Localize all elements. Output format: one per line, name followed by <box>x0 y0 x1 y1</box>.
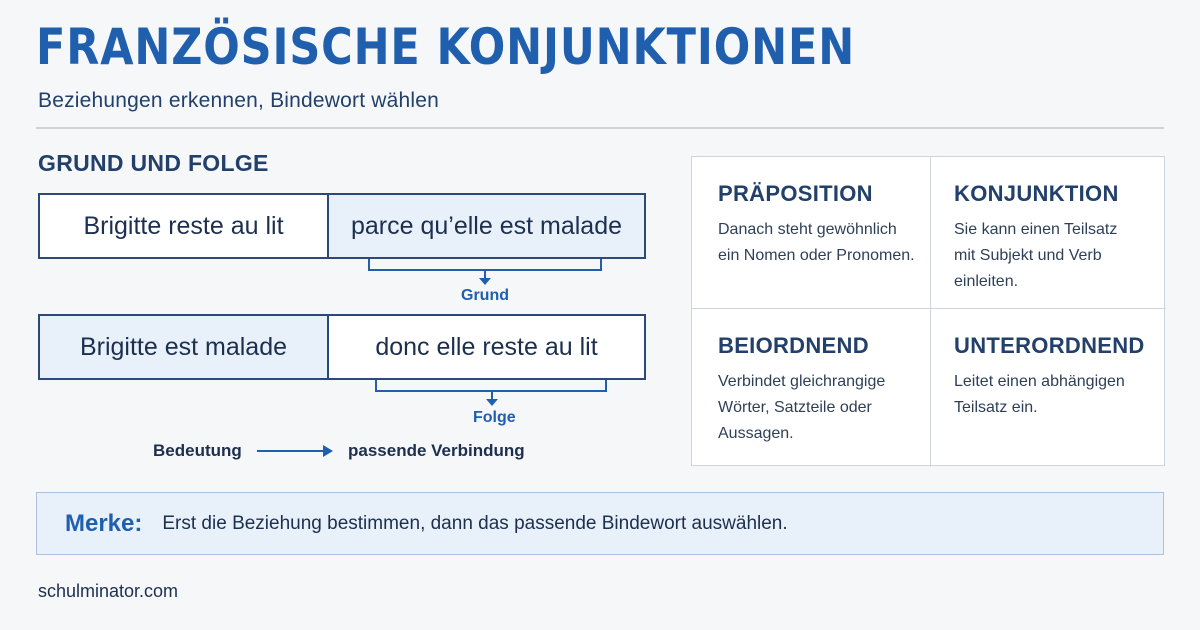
grid-cell-praeposition <box>692 157 930 308</box>
main-clause-box: Brigitte reste au lit <box>38 193 329 259</box>
grid-cell-unterordnend <box>930 308 1166 467</box>
grid-cell-konjunktion <box>930 157 1166 308</box>
arrow-down-icon <box>478 270 492 286</box>
grid-cell-beiordnend <box>692 308 930 467</box>
page-title: FRANZÖSISCHE KONJUNKTIONEN <box>36 18 856 76</box>
arrow-down-icon <box>485 391 499 407</box>
legend-from: Bedeutung <box>153 441 242 460</box>
arrow-right-icon <box>257 443 335 459</box>
header-divider <box>36 127 1164 129</box>
grid-cell-text: Verbindet gleichrangige Wörter, Satzteile oder Aussagen. <box>718 373 886 442</box>
footer-site: schulminator.com <box>38 581 179 601</box>
section-title: GRUND UND FOLGE <box>38 150 269 176</box>
linked-clause-box: parce qu’elle est malade <box>329 193 646 259</box>
linked-clause-box: donc elle reste au lit <box>329 314 646 380</box>
legend-to: passende Verbindung <box>348 441 525 460</box>
grid-cell-title: UNTERORDNEND <box>954 333 1145 358</box>
grid-cell-title: KONJUNKTION <box>954 181 1119 206</box>
note-text: Erst die Beziehung bestimmen, dann das passende Bindewort auswählen. <box>162 512 788 534</box>
grid-cell-title: PRÄPOSITION <box>718 181 873 206</box>
page-subtitle: Beziehungen erkennen, Bindewort wählen <box>38 89 440 112</box>
label-grund: Grund <box>461 287 509 304</box>
example-row-folge <box>38 314 646 380</box>
note-box <box>36 492 1164 555</box>
note-label: Merke: <box>65 509 143 537</box>
example-row-grund <box>38 193 646 259</box>
label-folge: Folge <box>473 409 516 426</box>
main-clause-box: Brigitte est malade <box>38 314 329 380</box>
grid-cell-text: Leitet einen abhängigen Teilsatz ein. <box>954 373 1125 416</box>
grid-cell-text: Danach steht gewöhnlich ein Nomen oder Pronomen. <box>718 221 915 264</box>
grid-cell-title: BEIORDNEND <box>718 333 869 358</box>
definition-grid <box>691 156 1165 466</box>
grid-cell-text: Sie kann einen Teilsatz mit Subjekt und Verb einleiten. <box>954 221 1118 290</box>
